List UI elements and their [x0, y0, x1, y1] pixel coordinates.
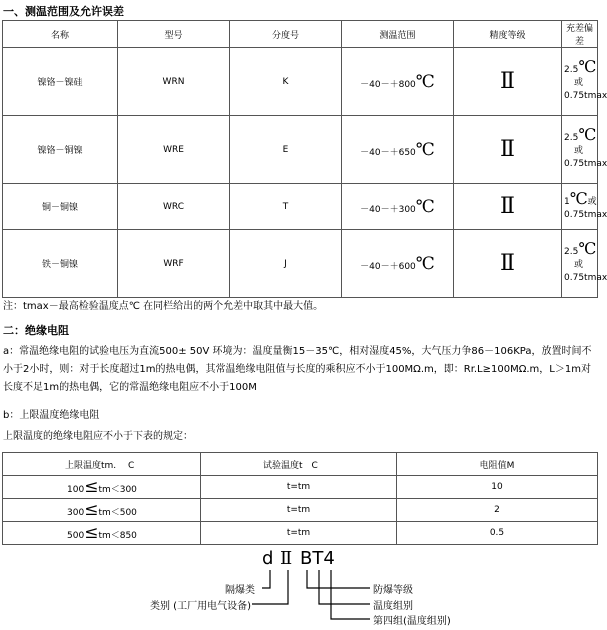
cell-model: WRE — [118, 116, 230, 184]
temp-low: 100 — [67, 485, 85, 495]
table-row — [3, 48, 598, 116]
resistance-table — [2, 452, 598, 545]
table-row — [3, 230, 598, 298]
header-grade: 精度等级 — [454, 21, 562, 48]
table-header-row — [3, 453, 598, 476]
header-resistance: 电阻值M — [397, 453, 598, 476]
range-high: 650 — [398, 147, 416, 158]
line-fourth — [331, 570, 370, 619]
label-category: 类别 (工厂用电气设备) — [150, 601, 251, 612]
table-row — [3, 184, 598, 230]
tol-or: 或 — [574, 146, 584, 156]
explosion-proof-marking-diagram — [0, 548, 600, 630]
tol-a: 2.5 — [564, 247, 579, 257]
cell-model: WRC — [118, 184, 230, 230]
section1-title: 一、测温范围及允许误差 — [3, 5, 124, 18]
code-ii: Ⅱ — [280, 548, 293, 569]
label-protection: 防爆等级 — [373, 585, 413, 596]
grade-value: Ⅱ — [500, 251, 515, 276]
label-explosion: 隔爆类 — [225, 585, 255, 596]
paragraph-c: 上限温度的绝缘电阻应不小于下表的规定： — [3, 431, 193, 442]
cell-index: J — [230, 230, 342, 298]
temp-low: 300 — [67, 508, 85, 518]
cell-index: K — [230, 48, 342, 116]
cell-grade — [454, 48, 562, 116]
tol-or: 或 — [587, 196, 597, 207]
cell-model: WRF — [118, 230, 230, 298]
header-upper-temp: 上限温度tm. C — [3, 453, 201, 476]
header-tolerance: 充差偏差 — [562, 21, 598, 48]
tol-unit: ℃ — [578, 125, 597, 144]
temp-var: tm＜850 — [98, 531, 137, 541]
cell-range — [342, 230, 454, 298]
paragraph-b: b：上限温度绝缘电阻 — [3, 410, 100, 421]
cell-name: 铜－铜镍 — [3, 184, 118, 230]
cell-grade — [454, 184, 562, 230]
range-high: 300 — [398, 204, 416, 215]
table-row — [3, 116, 598, 184]
cell-grade — [454, 116, 562, 184]
cell-range — [342, 48, 454, 116]
header-model: 型号 — [118, 21, 230, 48]
cell-resistance: 10 — [397, 476, 598, 499]
paragraph-a: a：常温绝缘电阻的试验电压为直流500± 50V 环境为：温度量衡15－35℃，相对湿度45%，大气压力争86－106KPa，放置时间不小于2小时，则：对于长度超过1m的热电偶，其常温绝缘电阻值与长度的乘积应不小于100MΩ.m，即：Rr.L≥100MΩ.m，L＞1m对长度不足1m的热电偶，它的常温绝缘电阻应不小于100M — [3, 346, 592, 393]
cell-name: 铁－铜镍 — [3, 230, 118, 298]
cell-index: T — [230, 184, 342, 230]
cell-tolerance — [562, 184, 607, 230]
cell-model: WRN — [118, 48, 230, 116]
degree-unit: ℃ — [415, 71, 435, 92]
header-name: 名称 — [3, 21, 118, 48]
cell-test-temp: t=tm — [201, 499, 397, 522]
cell-temp-range — [3, 476, 201, 499]
cell-temp-range — [3, 522, 201, 545]
cell-range — [342, 184, 454, 230]
temp-var: tm＜300 — [98, 485, 137, 495]
le-symbol: ≤ — [84, 477, 99, 497]
table-row — [3, 476, 598, 499]
range-low: －40－＋ — [360, 204, 399, 215]
header-test-temp: 试验温度t C — [201, 453, 397, 476]
temp-low: 500 — [67, 531, 85, 541]
cell-test-temp: t=tm — [201, 522, 397, 545]
cell-temp-range — [3, 499, 201, 522]
cell-resistance: 0.5 — [397, 522, 598, 545]
tol-a: 2.5 — [564, 133, 579, 143]
cell-tolerance — [562, 48, 607, 116]
tol-a: 2.5 — [564, 65, 579, 75]
header-index: 分度号 — [230, 21, 342, 48]
label-temp-group: 温度组别 — [373, 601, 413, 612]
tol-or: 或 — [574, 78, 584, 88]
cell-resistance: 2 — [397, 499, 598, 522]
grade-value: Ⅱ — [500, 69, 515, 94]
range-low: －40－＋ — [360, 261, 399, 272]
line-explosion — [262, 570, 270, 588]
tol-unit: ℃ — [578, 57, 597, 76]
note-tmax: 注：tmax－最高检验温度点℃ 在同栏给出的两个允差中取其中最大值。 — [3, 301, 324, 312]
cell-grade — [454, 230, 562, 298]
tol-b: 0.75tmax — [564, 91, 607, 101]
cell-tolerance — [562, 230, 607, 298]
range-low: －40－＋ — [360, 147, 399, 158]
range-high: 800 — [398, 79, 416, 90]
tol-unit: ℃ — [569, 188, 588, 208]
label-fourth-group: 第四组(温度组别) — [373, 616, 451, 627]
tolerance-table — [2, 20, 607, 298]
tol-b: 0.75tmax — [564, 159, 607, 169]
cell-name: 镍铬－铜镍 — [3, 116, 118, 184]
table-row — [3, 522, 598, 545]
table-row — [3, 499, 598, 522]
cell-range — [342, 116, 454, 184]
tol-or: 或 — [574, 260, 584, 270]
line-temp-group — [319, 570, 370, 604]
code-d: d — [262, 548, 274, 569]
grade-value: Ⅱ — [500, 137, 515, 162]
cell-tolerance — [562, 116, 607, 184]
degree-unit: ℃ — [415, 196, 435, 217]
range-low: －40－＋ — [360, 79, 399, 90]
le-symbol: ≤ — [84, 500, 99, 520]
tol-a: 1 — [564, 196, 570, 207]
table-header-row — [3, 21, 598, 48]
line-protection — [307, 570, 370, 588]
range-high: 600 — [398, 261, 416, 272]
cell-test-temp: t=tm — [201, 476, 397, 499]
degree-unit: ℃ — [415, 139, 435, 160]
tol-b: 0.75tmax — [564, 209, 607, 220]
section2-title: 二：绝缘电阻 — [3, 324, 69, 337]
tol-b: 0.75tmax — [564, 273, 607, 283]
cell-index: E — [230, 116, 342, 184]
temp-var: tm＜500 — [98, 508, 137, 518]
le-symbol: ≤ — [84, 523, 99, 543]
degree-unit: ℃ — [415, 253, 435, 274]
tol-unit: ℃ — [578, 239, 597, 258]
header-range: 测温范围 — [342, 21, 454, 48]
code-bt4: BT4 — [300, 548, 335, 569]
cell-name: 镍铬－镍硅 — [3, 48, 118, 116]
grade-value: Ⅱ — [500, 194, 515, 219]
